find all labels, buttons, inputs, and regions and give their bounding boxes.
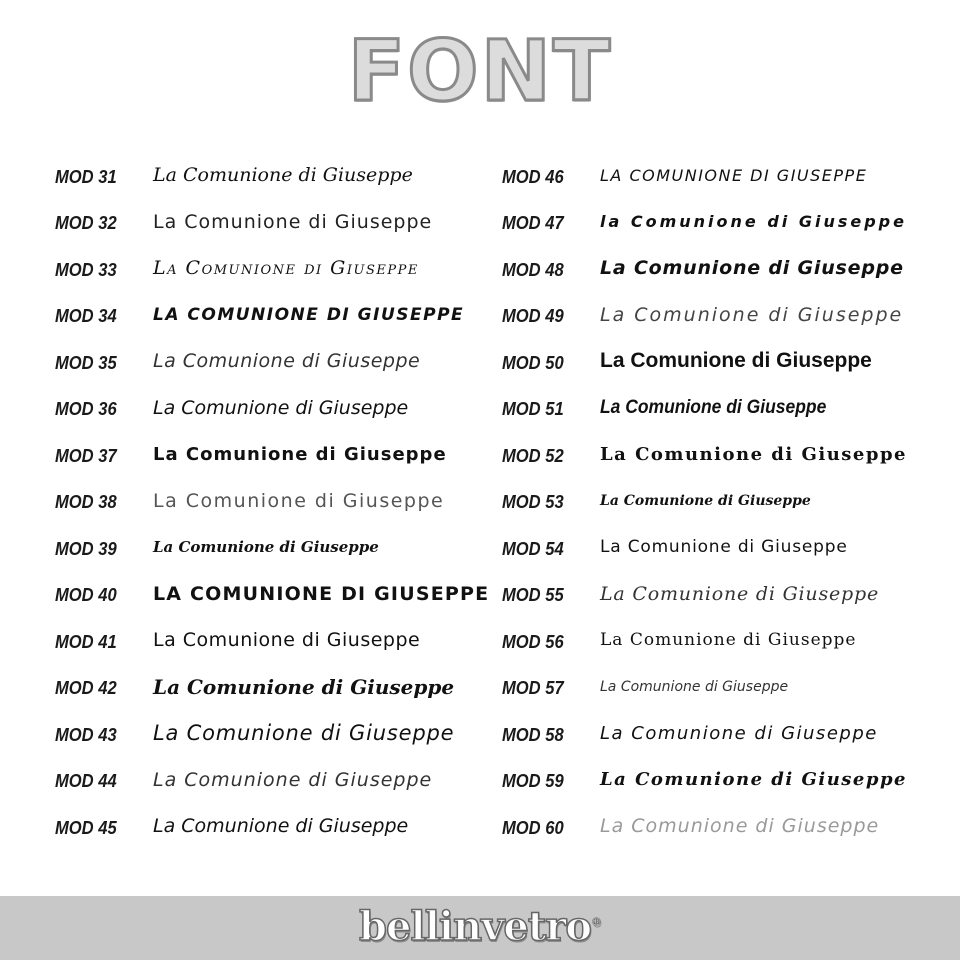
font-row — [502, 431, 907, 478]
mod-label: MOD 42 — [55, 678, 117, 699]
mod-label: MOD 32 — [55, 213, 117, 234]
font-row — [55, 431, 489, 478]
font-row — [55, 524, 489, 571]
mod-label: MOD 40 — [55, 585, 117, 606]
font-sample: LA COMUNIONE DI GIUSEPPE — [600, 165, 868, 185]
font-row — [55, 710, 489, 757]
mod-label: MOD 60 — [502, 817, 564, 838]
font-sample: La Comunione di Giuseppe — [600, 582, 880, 605]
mod-label: MOD 45 — [55, 817, 117, 838]
font-sample: LA COMUNIONE DI GIUSEPPE — [153, 582, 490, 605]
registered-mark: ® — [591, 915, 601, 929]
font-sample: La Comunione di Giuseppe — [600, 722, 878, 744]
mod-label: MOD 33 — [55, 259, 117, 280]
font-row — [502, 524, 907, 571]
font-sample: La Comunione di Giuseppe — [600, 815, 880, 838]
mod-label: MOD 55 — [502, 585, 564, 606]
mod-label: MOD 41 — [55, 631, 117, 652]
font-sample: La Comunione di Giuseppe — [153, 674, 455, 699]
font-sample: La Comunione di Giuseppe — [153, 768, 433, 791]
font-sample: La Comunione di Giuseppe — [153, 257, 419, 280]
font-list-left — [55, 152, 489, 850]
font-sample: La Comunione di Giuseppe — [153, 443, 447, 465]
font-sample: La Comunione di Giuseppe — [153, 629, 421, 652]
mod-label: MOD 39 — [55, 538, 117, 559]
font-row — [55, 664, 489, 711]
mod-label: MOD 56 — [502, 631, 564, 652]
mod-label: MOD 34 — [55, 306, 117, 327]
page-title: FONT — [347, 22, 613, 120]
font-sample: La Comunione di Giuseppe — [153, 164, 413, 187]
font-row — [502, 292, 907, 339]
brand-logo-text: bellinvetro — [358, 902, 591, 950]
mod-label: MOD 57 — [502, 678, 564, 699]
mod-label: MOD 49 — [502, 306, 564, 327]
font-sample: La Comunione di Giuseppe — [153, 538, 379, 557]
font-row — [55, 338, 489, 385]
font-sample: La Comunione di Giuseppe — [600, 537, 848, 558]
font-row — [502, 478, 907, 525]
mod-label: MOD 37 — [55, 445, 117, 466]
mod-label: MOD 51 — [502, 399, 564, 420]
font-row — [55, 571, 489, 618]
font-row — [502, 338, 907, 385]
font-sample: La Comunione di Giuseppe — [600, 303, 904, 326]
mod-label: MOD 54 — [502, 538, 564, 559]
font-sample: La Comunione di Giuseppe — [153, 396, 409, 419]
font-row — [502, 245, 907, 292]
mod-label: MOD 58 — [502, 724, 564, 745]
font-row — [502, 617, 907, 664]
font-row — [502, 152, 907, 199]
font-row — [502, 803, 907, 850]
footer-bar — [0, 896, 960, 960]
font-sample: La Comunione di Giuseppe — [600, 769, 907, 791]
font-sample: La Comunione di Giuseppe — [600, 492, 811, 509]
font-sample: La Comunione di Giuseppe — [600, 630, 857, 651]
font-row — [55, 617, 489, 664]
font-row — [502, 199, 907, 246]
font-sample: La Comunione di Giuseppe — [600, 443, 907, 465]
font-sample: LA COMUNIONE DI GIUSEPPE — [153, 304, 465, 325]
mod-label: MOD 44 — [55, 771, 117, 792]
mod-label: MOD 35 — [55, 352, 117, 373]
font-row — [502, 710, 907, 757]
font-sample: La Comunione di Giuseppe — [153, 815, 409, 838]
mod-label: MOD 31 — [55, 166, 117, 187]
font-row — [502, 664, 907, 711]
font-row — [55, 245, 489, 292]
mod-label: MOD 36 — [55, 399, 117, 420]
mod-label: MOD 47 — [502, 213, 564, 234]
mod-label: MOD 59 — [502, 771, 564, 792]
font-sample: La Comunione di Giuseppe — [600, 349, 872, 373]
brand-logo — [359, 903, 601, 950]
font-sample: La Comunione di Giuseppe — [600, 257, 904, 280]
font-row — [55, 152, 489, 199]
font-row — [55, 385, 489, 432]
font-sample: La Comunione di Giuseppe — [600, 396, 827, 418]
mod-label: MOD 53 — [502, 492, 564, 513]
font-sample: La Comunione di Giuseppe — [153, 721, 455, 746]
font-sample: La Comunione di Giuseppe — [600, 678, 789, 695]
font-list-right — [502, 152, 907, 850]
font-row — [502, 385, 907, 432]
font-sample: La Comunione di Giuseppe — [153, 350, 421, 373]
font-row — [502, 571, 907, 618]
mod-label: MOD 50 — [502, 352, 564, 373]
font-row — [55, 757, 489, 804]
mod-label: MOD 38 — [55, 492, 117, 513]
font-sample: La Comunione di Giuseppe — [153, 489, 445, 512]
mod-label: MOD 46 — [502, 166, 564, 187]
mod-label: MOD 48 — [502, 259, 564, 280]
mod-label: MOD 52 — [502, 445, 564, 466]
font-row — [55, 478, 489, 525]
mod-label: MOD 43 — [55, 724, 117, 745]
font-row — [55, 292, 489, 339]
font-row — [55, 803, 489, 850]
font-sample: la Comunione di Giuseppe — [600, 212, 907, 232]
font-row — [55, 199, 489, 246]
font-row — [502, 757, 907, 804]
font-sample: La Comunione di Giuseppe — [153, 210, 433, 233]
